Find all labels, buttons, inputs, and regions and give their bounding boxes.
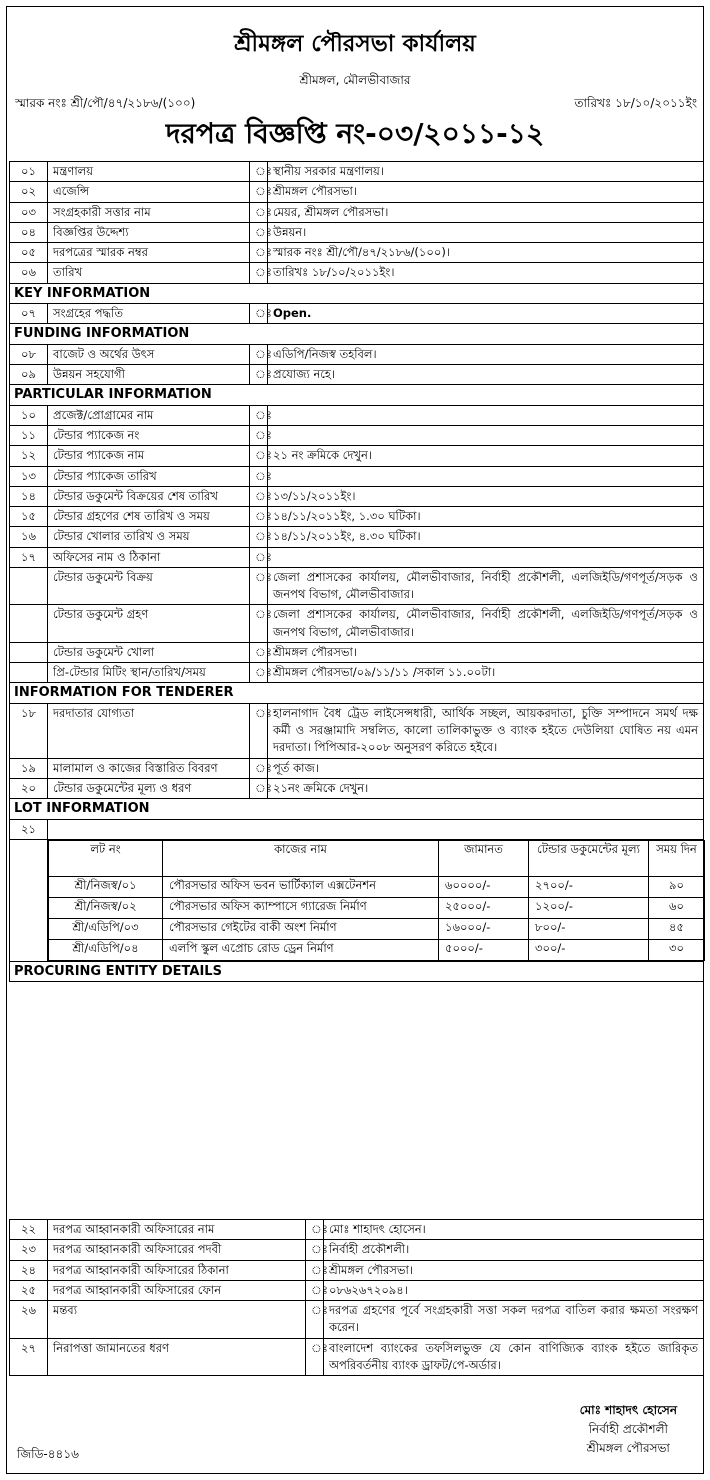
row-label: টেন্ডার গ্রহণের শেষ তারিখ ও সময়	[48, 507, 250, 527]
table-row	[10, 1301, 704, 1339]
row-number: ০৪	[10, 222, 48, 242]
colon: ঃ	[250, 405, 268, 425]
row-label: দরপত্র আহ্বানকারী অফিসারের নাম	[48, 1220, 306, 1240]
colon: ঃ	[250, 605, 268, 643]
row-number	[10, 567, 48, 605]
row-number	[10, 605, 48, 643]
table-row	[10, 1280, 704, 1300]
lot-doc-price: ১২০০/-	[529, 897, 649, 918]
colon: ঃ	[306, 1260, 324, 1280]
row-value: স্থানীয় সরকার মন্ত্রণালয়।	[268, 162, 704, 182]
colon: ঃ	[250, 426, 268, 446]
lot-indent	[10, 839, 48, 961]
colon: ঃ	[250, 703, 268, 758]
table-row	[10, 1338, 704, 1376]
row-number: ১১	[10, 426, 48, 446]
row-number: ২০	[10, 778, 48, 798]
lot-work: পৌরসভার অফিস ভবন ভার্টিক্যাল এক্সটেনশন	[163, 876, 439, 897]
table-row	[10, 1260, 704, 1280]
signature-block	[580, 1401, 677, 1459]
lot-no: শ্রী/নিজস্ব/০২	[49, 897, 163, 918]
table-row	[10, 758, 704, 778]
row-number: ২১	[10, 819, 48, 839]
row-label: টেন্ডার প্যাকেজ নং	[48, 426, 250, 446]
colon: ঃ	[306, 1220, 324, 1240]
lot-security: ৬০০০০/-	[439, 876, 529, 897]
colon: ঃ	[250, 486, 268, 506]
row-value: প্রযোজ্য নহে।	[268, 365, 704, 385]
lot-col-doc-price: টেন্ডার ডকুমেন্টের মূল্য	[529, 840, 649, 876]
lot-work: এলপি স্কুল এপ্রোচ রোড ড্রেন নির্মাণ	[163, 939, 439, 960]
row-value: বাংলাদেশ ব্যাংকের তফসিলভুক্ত যে কোন বাণিজ্যিক ব্যাংক হইতে জারিকৃত অপরিবর্তনীয় ব্যাংক ড্রাফট/পে-অর্ডার।	[324, 1338, 704, 1376]
notice-date: তারিখঃ ১৮/১০/২০১১ইং	[574, 96, 697, 110]
table-row	[10, 243, 704, 263]
office-location: শ্রীমঙ্গল, মৌলভীবাজার	[299, 73, 411, 87]
colon: ঃ	[250, 446, 268, 466]
lot-table	[48, 840, 705, 961]
lot-doc-price: ৩০০/-	[529, 939, 649, 960]
gd-code: জিডি-৪৪১৬	[17, 1447, 79, 1461]
row-blank	[48, 819, 704, 839]
colon: ঃ	[250, 466, 268, 486]
row-label: সংগ্রহকারী সত্তার নাম	[48, 202, 250, 222]
colon: ঃ	[250, 162, 268, 182]
colon: ঃ	[250, 344, 268, 364]
row-value: ২১ নং ক্রমিকে দেখুন।	[268, 446, 704, 466]
lot-no: শ্রী/এডিপি/০৪	[49, 939, 163, 960]
section-header-key	[10, 283, 704, 304]
row-label: টেন্ডার ডকুমেন্ট বিক্রয়	[48, 567, 250, 605]
row-label: দরপত্র আহ্বানকারী অফিসারের পদবী	[48, 1240, 306, 1260]
colon: ঃ	[250, 567, 268, 605]
signatory-name: মোঃ শাহাদৎ হোসেন	[579, 1403, 677, 1417]
row-number: ১৯	[10, 758, 48, 778]
table-row	[10, 466, 704, 486]
row-value: ২১নং ক্রমিকে দেখুন।	[268, 778, 704, 798]
row-value: ১৩/১১/২০১১ইং।	[268, 486, 704, 506]
row-value: ১৪/১১/২০১১ইং, ৪.৩০ ঘটিকা।	[268, 527, 704, 547]
section-header-lot	[10, 799, 704, 820]
table-row	[10, 605, 704, 643]
row-number: ২২	[10, 1220, 48, 1240]
row-label: মালামাল ও কাজের বিস্তারিত বিবরণ	[48, 758, 250, 778]
row-value: হালনাগাদ বৈধ ট্রেড লাইসেন্সধারী, আর্থিক সচ্ছল, আয়করদাতা, চুক্তি সম্পাদনে সমর্থ দক্ষ কর্মী ও সরঞ্জামাদি সম্বলিত, কালো তালিকাভুক্ত ও ব্যাংক হইতে দেউলিয়া ঘোষিত নয় এমন দরদাতা। পিপিআর-২০০৮ অনুসরণ করিতে হইবে।	[268, 703, 704, 758]
lot-security: ৫০০০/-	[439, 939, 529, 960]
row-value: মোঃ শাহাদৎ হোসেন।	[324, 1220, 704, 1240]
notice-heading: দরপত্র বিজ্ঞপ্তি নং-০৩/২০১১-১২	[165, 117, 545, 150]
lot-work: পৌরসভার গেইটের বাকী অংশ নির্মাণ	[163, 918, 439, 939]
row-label: টেন্ডার ডকুমেন্ট গ্রহণ	[48, 605, 250, 643]
section-title: LOT INFORMATION	[10, 799, 704, 820]
lot-row	[49, 876, 705, 897]
row-value: মেয়র, শ্রীমঙ্গল পৌরসভা।	[268, 202, 704, 222]
table-row	[10, 365, 704, 385]
row-number: ২৭	[10, 1338, 48, 1376]
colon: ঃ	[250, 263, 268, 283]
colon: ঃ	[250, 527, 268, 547]
colon: ঃ	[250, 507, 268, 527]
row-number: ২৬	[10, 1301, 48, 1339]
section-title: PARTICULAR INFORMATION	[10, 385, 704, 406]
colon: ঃ	[250, 202, 268, 222]
memo-number: স্মারক নংঃ শ্রী/পৌ/৪৭/২১৮৬/(১০০)	[15, 96, 196, 110]
table-row	[10, 703, 704, 758]
section-title: FUNDING INFORMATION	[10, 324, 704, 345]
colon: ঃ	[306, 1338, 324, 1376]
table-row	[10, 507, 704, 527]
table-row	[10, 202, 704, 222]
lot-doc-price: ৮০০/-	[529, 918, 649, 939]
table-row	[10, 182, 704, 202]
row-number: ১৪	[10, 486, 48, 506]
row-number: ১৩	[10, 466, 48, 486]
row-value	[268, 466, 704, 486]
row-label: অফিসের নাম ও ঠিকানা	[48, 547, 250, 567]
row-value: শ্রীমঙ্গল পৌরসভা।	[268, 182, 704, 202]
table-row	[10, 162, 704, 182]
row-number: ০১	[10, 162, 48, 182]
lot-table-cell	[48, 839, 704, 961]
row-number: ১৭	[10, 547, 48, 567]
colon: ঃ	[250, 663, 268, 683]
table-row	[10, 446, 704, 466]
row-number: ০৮	[10, 344, 48, 364]
table-row	[10, 304, 704, 324]
colon: ঃ	[250, 778, 268, 798]
lot-col-work: কাজের নাম	[163, 840, 439, 876]
row-label: দরপত্র আহ্বানকারী অফিসারের ফোন	[48, 1280, 306, 1300]
row-number: ০২	[10, 182, 48, 202]
row-label: টেন্ডার ডকুমেন্ট খোলা	[48, 642, 250, 662]
lot-row	[49, 918, 705, 939]
colon: ঃ	[250, 243, 268, 263]
row-value: শ্রীমঙ্গল পৌরসভা/০৯/১১/১১ /সকাল ১১.০০টা।	[268, 663, 704, 683]
row-label: টেন্ডার প্যাকেজ তারিখ	[48, 466, 250, 486]
colon: ঃ	[250, 182, 268, 202]
row-label: বাজেট ও অর্থের উৎস	[48, 344, 250, 364]
row-number: ০৫	[10, 243, 48, 263]
section-title: PROCURING ENTITY DETAILS	[10, 961, 704, 982]
colon: ঃ	[250, 222, 268, 242]
colon: ঃ	[250, 547, 268, 567]
signatory-designation: নির্বাহী প্রকৌশলী	[588, 1422, 668, 1437]
table-row	[10, 642, 704, 662]
lot-security: ২৫০০০/-	[439, 897, 529, 918]
office-title: শ্রীমঙ্গল পৌরসভা কার্যালয়	[234, 31, 476, 57]
row-number: ২৪	[10, 1260, 48, 1280]
lot-col-lotno: লট নং	[49, 840, 163, 876]
lot-days: ৪৫	[649, 918, 705, 939]
row-label: মন্ত্রণালয়	[48, 162, 250, 182]
row-value: শ্রীমঙ্গল পৌরসভা।	[324, 1260, 704, 1280]
row-number: ০৩	[10, 202, 48, 222]
table-row	[10, 263, 704, 283]
lot-row	[49, 897, 705, 918]
table-row	[10, 778, 704, 798]
colon: ঃ	[250, 758, 268, 778]
lot-header-row	[49, 840, 705, 876]
table-row	[10, 663, 704, 683]
lot-no: শ্রী/এডিপি/০৩	[49, 918, 163, 939]
row-label: বিজ্ঞপ্তির উদ্দেশ্য	[48, 222, 250, 242]
row-label: তারিখ	[48, 263, 250, 283]
row-value: তারিখঃ ১৮/১০/২০১১ইং।	[268, 263, 704, 283]
row-number: ১৮	[10, 703, 48, 758]
row-value: Open.	[268, 304, 704, 324]
table-row	[10, 1240, 704, 1260]
row-label: দরপত্রের স্মারক নম্বর	[48, 243, 250, 263]
row-label: নিরাপত্তা জামানতের ধরণ	[48, 1338, 306, 1376]
colon: ঃ	[250, 365, 268, 385]
row-label: এজেন্সি	[48, 182, 250, 202]
table-row	[10, 527, 704, 547]
section-title: KEY INFORMATION	[10, 283, 704, 304]
lot-security: ১৬০০০/-	[439, 918, 529, 939]
lot-table-row	[10, 839, 704, 961]
row-label: টেন্ডার খোলার তারিখ ও সময়	[48, 527, 250, 547]
row-value: স্মারক নংঃ শ্রী/পৌ/৪৭/২১৮৬/(১০০)।	[268, 243, 704, 263]
lot-days: ৯০	[649, 876, 705, 897]
lot-col-days: সময় দিন	[649, 840, 705, 876]
lot-days: ৩০	[649, 939, 705, 960]
info-table	[9, 161, 704, 982]
section-header-tenderer	[10, 683, 704, 704]
colon: ঃ	[250, 304, 268, 324]
lot-no: শ্রী/নিজস্ব/০১	[49, 876, 163, 897]
row-value	[268, 426, 704, 446]
table-row	[10, 547, 704, 567]
row-value: ০৮৬২৬৭২০৯৪।	[324, 1280, 704, 1300]
row-number: ১৫	[10, 507, 48, 527]
table-row	[10, 819, 704, 839]
procuring-table	[9, 1219, 704, 1376]
table-row	[10, 344, 704, 364]
row-number: ১০	[10, 405, 48, 425]
lot-days: ৬০	[649, 897, 705, 918]
row-value: দরপত্র গ্রহণের পূর্বে সংগ্রহকারী সত্তা সকল দরপত্র বাতিল করার ক্ষমতা সংরক্ষণ করেন।	[324, 1301, 704, 1339]
lot-doc-price: ২৭০০/-	[529, 876, 649, 897]
row-number: ০৯	[10, 365, 48, 385]
colon: ঃ	[306, 1301, 324, 1339]
lot-work: পৌরসভার অফিস ক্যাম্পাসে গ্যারেজ নির্মাণ	[163, 897, 439, 918]
section-title: INFORMATION FOR TENDERER	[10, 683, 704, 704]
row-number: ০৭	[10, 304, 48, 324]
row-label: উন্নয়ন সহযোগী	[48, 365, 250, 385]
row-value: শ্রীমঙ্গল পৌরসভা।	[268, 642, 704, 662]
table-row	[10, 426, 704, 446]
section-header-funding	[10, 324, 704, 345]
section-header-procuring	[10, 961, 704, 982]
table-row	[10, 486, 704, 506]
row-value	[268, 405, 704, 425]
colon: ঃ	[250, 642, 268, 662]
row-number: ২৩	[10, 1240, 48, 1260]
row-value: পূর্ত কাজ।	[268, 758, 704, 778]
row-label: দরদাতার যোগ্যতা	[48, 703, 250, 758]
row-label: মন্তব্য	[48, 1301, 306, 1339]
row-label: টেন্ডার ডকুমেন্টের মূল্য ও ধরণ	[48, 778, 250, 798]
lot-col-security: জামানত	[439, 840, 529, 876]
colon: ঃ	[306, 1240, 324, 1260]
row-number: ১৬	[10, 527, 48, 547]
row-value: ১৪/১১/২০১১ইং, ১.৩০ ঘটিকা।	[268, 507, 704, 527]
row-label: প্রজেক্ট/প্রোগ্রামের নাম	[48, 405, 250, 425]
tender-notice-page	[6, 6, 704, 1474]
row-value: জেলা প্রশাসকের কার্যালয়, মৌলভীবাজার, নির্বাহী প্রকৌশলী, এলজিইডি/গণপূর্ত/সড়ক ও জনপথ বিভাগ, মৌলভীবাজার।	[268, 605, 704, 643]
row-number: ১২	[10, 446, 48, 466]
table-row	[10, 405, 704, 425]
row-value	[268, 547, 704, 567]
colon: ঃ	[306, 1280, 324, 1300]
table-row	[10, 567, 704, 605]
section-header-particular	[10, 385, 704, 406]
row-label: দরপত্র আহ্বানকারী অফিসারের ঠিকানা	[48, 1260, 306, 1280]
row-value: এডিপি/নিজস্ব তহবিল।	[268, 344, 704, 364]
row-label: টেন্ডার ডকুমেন্ট বিক্রয়ের শেষ তারিখ	[48, 486, 250, 506]
row-label: সংগ্রহের পদ্ধতি	[48, 304, 250, 324]
row-label: টেন্ডার প্যাকেজ নাম	[48, 446, 250, 466]
row-value: নির্বাহী প্রকৌশলী।	[324, 1240, 704, 1260]
row-number	[10, 642, 48, 662]
row-number: ২৫	[10, 1280, 48, 1300]
row-value: উন্নয়ন।	[268, 222, 704, 242]
row-value: জেলা প্রশাসকের কার্যালয়, মৌলভীবাজার, নির্বাহী প্রকৌশলী, এলজিইডি/গণপূর্ত/সড়ক ও জনপথ বিভাগ, মৌলভীবাজার।	[268, 567, 704, 605]
table-row	[10, 222, 704, 242]
row-number: ০৬	[10, 263, 48, 283]
signatory-office: শ্রীমঙ্গল পৌরসভা	[586, 1441, 670, 1456]
row-number	[10, 663, 48, 683]
row-label: প্রি-টেন্ডার মিটিং স্থান/তারিখ/সময়	[48, 663, 250, 683]
lot-row	[49, 939, 705, 960]
table-row	[10, 1220, 704, 1240]
